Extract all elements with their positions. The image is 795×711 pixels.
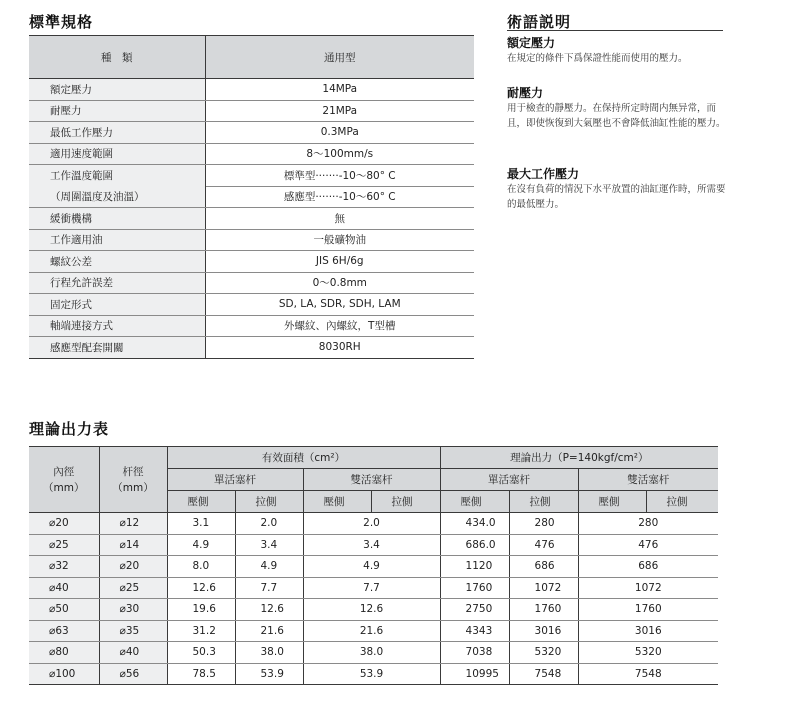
- bore-cell: ⌀40: [29, 577, 99, 599]
- area-pull-cell: 3.4: [235, 534, 303, 556]
- bore-cell: ⌀32: [29, 556, 99, 578]
- area-push-cell: 19.6: [167, 599, 235, 621]
- spec-header-general: 通用型: [205, 36, 474, 79]
- glossary-desc: 在規定的條件下爲保證性能而使用的壓力。: [507, 53, 688, 64]
- spec-value: SD, LA, SDR, SDH, LAM: [205, 294, 474, 316]
- force-pull-cell: 5320: [509, 642, 578, 664]
- force-double-cell: 7548: [578, 663, 718, 685]
- glossary-term: 額定壓力: [507, 36, 556, 50]
- output-row: [29, 556, 718, 578]
- spec-row: [29, 272, 474, 294]
- force-double-cell: 3016: [578, 620, 718, 642]
- force-single-pull-header: 拉側: [509, 491, 578, 513]
- spec-value: 一般礦物油: [205, 229, 474, 251]
- rod-header-unit: （mm）: [112, 481, 154, 494]
- force-double-push-header: 壓側: [578, 491, 646, 513]
- area-pull-cell: 21.6: [235, 620, 303, 642]
- area-double-cell: 7.7: [303, 577, 440, 599]
- spec-row: [29, 79, 474, 101]
- spec-value: 14MPa: [205, 79, 474, 101]
- force-double-pull-header: 拉側: [646, 491, 718, 513]
- spec-row: [29, 229, 474, 251]
- spec-value: 感應型·······-10～60° C: [205, 186, 474, 208]
- area-single-push-header: 壓側: [167, 491, 235, 513]
- spec-row: [29, 186, 474, 208]
- bore-header-unit: （mm）: [43, 481, 85, 494]
- bore-cell: ⌀63: [29, 620, 99, 642]
- output-row: [29, 620, 718, 642]
- output-row: [29, 642, 718, 664]
- bore-header-label: 內徑: [53, 465, 75, 478]
- spec-label: 固定形式: [29, 294, 205, 316]
- spec-label: 工作溫度範圍: [29, 165, 205, 187]
- spec-value: 無: [205, 208, 474, 230]
- area-push-cell: 78.5: [167, 663, 235, 685]
- rod-cell: ⌀30: [99, 599, 167, 621]
- spec-label: 耐壓力: [29, 100, 205, 122]
- glossary-divider: [507, 30, 723, 31]
- spec-label: 工作適用油: [29, 229, 205, 251]
- area-pull-cell: 2.0: [235, 513, 303, 535]
- area-double-cell: 21.6: [303, 620, 440, 642]
- area-push-cell: 3.1: [167, 513, 235, 535]
- spec-value: 8030RH: [205, 337, 474, 359]
- spec-label: 緩衝機構: [29, 208, 205, 230]
- area-double-cell: 4.9: [303, 556, 440, 578]
- force-pull-cell: 280: [509, 513, 578, 535]
- spec-value: 0～0.8mm: [205, 272, 474, 294]
- area-single-rod-header: 單活塞杆: [167, 469, 303, 491]
- rod-header: [99, 447, 167, 513]
- bore-cell: ⌀50: [29, 599, 99, 621]
- rod-cell: ⌀25: [99, 577, 167, 599]
- bore-cell: ⌀20: [29, 513, 99, 535]
- rod-cell: ⌀35: [99, 620, 167, 642]
- glossary-title: 術語説明: [507, 13, 572, 31]
- area-double-cell: 38.0: [303, 642, 440, 664]
- force-double-cell: 1072: [578, 577, 718, 599]
- force-pull-cell: 3016: [509, 620, 578, 642]
- force-double-cell: 1760: [578, 599, 718, 621]
- area-pull-cell: 38.0: [235, 642, 303, 664]
- area-push-cell: 31.2: [167, 620, 235, 642]
- area-push-cell: 4.9: [167, 534, 235, 556]
- spec-label: 感應型配套開關: [29, 337, 205, 359]
- spec-label: （周圍溫度及油溫）: [29, 186, 205, 208]
- area-pull-cell: 53.9: [235, 663, 303, 685]
- spec-row: [29, 122, 474, 144]
- area-push-cell: 8.0: [167, 556, 235, 578]
- spec-value: 外螺紋、內螺紋，T型槽: [205, 315, 474, 337]
- force-pull-cell: 7548: [509, 663, 578, 685]
- force-double-cell: 5320: [578, 642, 718, 664]
- spec-row: [29, 100, 474, 122]
- force-double-cell: 686: [578, 556, 718, 578]
- area-pull-cell: 4.9: [235, 556, 303, 578]
- spec-label: 螺紋公差: [29, 251, 205, 273]
- spec-row: [29, 165, 474, 187]
- area-double-cell: 3.4: [303, 534, 440, 556]
- effective-area-header: 有效面積（cm²）: [167, 447, 440, 469]
- force-push-cell: 1120: [440, 556, 509, 578]
- force-double-cell: 476: [578, 534, 718, 556]
- force-push-cell: 686.0: [440, 534, 509, 556]
- output-header-row-1: [29, 447, 718, 469]
- force-pull-cell: 686: [509, 556, 578, 578]
- spec-value: 21MPa: [205, 100, 474, 122]
- force-push-cell: 1760: [440, 577, 509, 599]
- force-push-cell: 7038: [440, 642, 509, 664]
- area-double-rod-header: 雙活塞杆: [303, 469, 440, 491]
- spec-value: 標準型·······-10～80° C: [205, 165, 474, 187]
- spec-row: [29, 143, 474, 165]
- spec-label: 適用速度範圍: [29, 143, 205, 165]
- glossary-desc: 在沒有負荷的情況下水平放置的油缸運作時，所需要的最低壓力。: [507, 184, 726, 210]
- spec-label: 最低工作壓力: [29, 122, 205, 144]
- bore-cell: ⌀80: [29, 642, 99, 664]
- rod-cell: ⌀12: [99, 513, 167, 535]
- rod-header-label: 杆徑: [122, 465, 144, 478]
- spec-label: 軸端連接方式: [29, 315, 205, 337]
- output-table: [29, 446, 718, 685]
- spec-value: 0.3MPa: [205, 122, 474, 144]
- output-row: [29, 577, 718, 599]
- force-push-cell: 4343: [440, 620, 509, 642]
- spec-row: [29, 251, 474, 273]
- output-row: [29, 663, 718, 685]
- bore-header: [29, 447, 99, 513]
- spec-value: 8～100mm/s: [205, 143, 474, 165]
- spec-header-row: [29, 36, 474, 79]
- output-row: [29, 534, 718, 556]
- rod-cell: ⌀56: [99, 663, 167, 685]
- spec-label: 額定壓力: [29, 79, 205, 101]
- glossary-term: 耐壓力: [507, 86, 544, 100]
- force-pull-cell: 1072: [509, 577, 578, 599]
- area-double-cell: 53.9: [303, 663, 440, 685]
- force-double-cell: 280: [578, 513, 718, 535]
- area-pull-cell: 12.6: [235, 599, 303, 621]
- rod-cell: ⌀14: [99, 534, 167, 556]
- force-push-cell: 10995: [440, 663, 509, 685]
- glossary-term: 最大工作壓力: [507, 167, 580, 181]
- spec-row: [29, 337, 474, 359]
- area-double-push-header: 壓側: [303, 491, 371, 513]
- area-push-cell: 50.3: [167, 642, 235, 664]
- output-row: [29, 513, 718, 535]
- output-row: [29, 599, 718, 621]
- theoretical-force-header: 理論出力（P=140kgf/cm²）: [440, 447, 718, 469]
- force-push-cell: 2750: [440, 599, 509, 621]
- spec-table: [29, 35, 474, 359]
- area-double-pull-header: 拉側: [371, 491, 440, 513]
- spec-value: JIS 6H/6g: [205, 251, 474, 273]
- spec-label: 行程允許誤差: [29, 272, 205, 294]
- glossary-desc: 用于檢查的靜壓力。在保持所定時間内無异常，而且，即使恢復到大氣壓也不會降低油缸性能的壓力。: [507, 103, 726, 129]
- bore-cell: ⌀100: [29, 663, 99, 685]
- spec-title: 標準規格: [29, 13, 94, 31]
- output-title: 理論出力表: [29, 420, 110, 438]
- force-pull-cell: 476: [509, 534, 578, 556]
- area-double-cell: 12.6: [303, 599, 440, 621]
- rod-cell: ⌀40: [99, 642, 167, 664]
- force-single-rod-header: 單活塞杆: [440, 469, 578, 491]
- spec-row: [29, 294, 474, 316]
- force-pull-cell: 1760: [509, 599, 578, 621]
- force-single-push-header: 壓側: [440, 491, 509, 513]
- spec-row: [29, 208, 474, 230]
- area-pull-cell: 7.7: [235, 577, 303, 599]
- area-single-pull-header: 拉側: [235, 491, 303, 513]
- spec-row: [29, 315, 474, 337]
- rod-cell: ⌀20: [99, 556, 167, 578]
- force-push-cell: 434.0: [440, 513, 509, 535]
- force-double-rod-header: 雙活塞杆: [578, 469, 718, 491]
- area-double-cell: 2.0: [303, 513, 440, 535]
- area-push-cell: 12.6: [167, 577, 235, 599]
- spec-header-type: 種 類: [29, 36, 205, 79]
- bore-cell: ⌀25: [29, 534, 99, 556]
